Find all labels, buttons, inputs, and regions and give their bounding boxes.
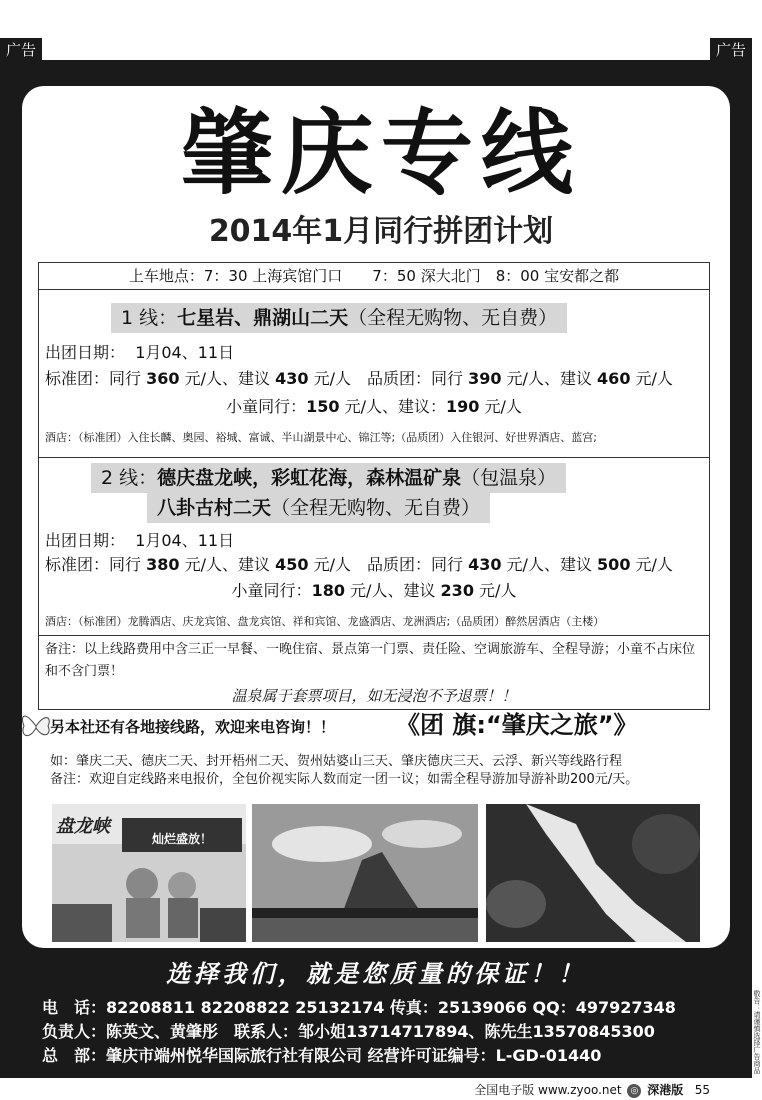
page-footer [474, 1082, 710, 1098]
route1-prices: 标准团：同行 360 元/人、建议 430 元/人 品质团：同行 390 元/人、建议 460 元/人 [45, 369, 673, 388]
route1-prefix: 1 线： [121, 307, 178, 329]
footer-site: 全国电子版 www.zyoo.net [474, 1083, 622, 1097]
route2-heading: 2 线：德庆盘龙峡，彩虹花海，森林温矿泉（包温泉） [91, 463, 566, 493]
route1-child-price: 小童同行：150 元/人、建议：190 元/人 [226, 397, 522, 416]
route1-name: 七星岩、鼎湖山二天 [177, 307, 349, 329]
route2-hotels: 酒店：（标准团）龙腾酒店、庆龙宾馆、盘龙宾馆、祥和宾馆、龙盛酒店、龙洲酒店;（品质团）醉然居酒店（主楼） [45, 615, 605, 628]
pickup-points: 上车地点：7：30 上海宾馆门口 7：50 深大北门 8：00 宝安都之都 [128, 267, 620, 285]
extra-routes-list: 如：肇庆二天、德庆二天、封开梧州二天、贺州姑婆山三天、肇庆德庆三天、云浮、新兴等线路行程 [50, 754, 623, 769]
side-notice: 敬告：请谨慎选择广告商品 [753, 990, 761, 1074]
hot-spring-warning: 温泉属于套票项目，如无浸泡不予退票！！ [231, 687, 517, 705]
photo-caption: 盘龙峡 [56, 816, 110, 837]
contact-person: 负责人：陈英文、黄肇彤 联系人：邹小姐13714717894、陈先生13570845300 [42, 1022, 655, 1041]
footer-edition: 深港版 [647, 1083, 684, 1097]
butterfly-icon [20, 706, 52, 746]
contact-phone: 电 话：82208811 82208822 25132174 传真：25139066 QQ：497927348 [42, 998, 676, 1017]
ad-label-left: 广告 [0, 38, 42, 62]
photo-waterfall [486, 804, 700, 942]
page-number: 55 [694, 1083, 710, 1097]
ad-label-right: 广告 [710, 38, 752, 62]
photo-banner: 灿烂盛放！ [152, 832, 213, 846]
contact-headquarters: 总 部：肇庆市端州悦华国际旅行社有限公司 经营许可证编号：L-GD-01440 [42, 1046, 602, 1065]
route1-heading [111, 303, 567, 333]
group-flag: 《团 旗:“肇庆之旅”》 [396, 711, 638, 739]
divider [39, 635, 709, 636]
route1-dates: 出团日期： 1月04、11日 [45, 343, 235, 362]
custom-route-note: 备注：欢迎自定线路来电报价，全包价视实际人数而定一团一议；如需全程导游加导游补助200元/天。 [50, 772, 639, 787]
extra-routes-notice: 另本社还有各地接线路，欢迎来电咨询！！ [50, 718, 336, 736]
route1-note: （全程无购物、无自费） [348, 307, 558, 329]
route2-heading-2: 八卦古村二天（全程无购物、无自费） [147, 493, 490, 523]
photo-lake-rock [252, 804, 478, 942]
itinerary-box [38, 262, 710, 710]
photo-panlong-gorge [52, 804, 246, 942]
divider [39, 457, 709, 458]
sub-title: 2014年1月同行拼团计划 [208, 214, 554, 249]
site-logo-icon: ◎ [627, 1084, 641, 1098]
route2-child-price: 小童同行：180 元/人、建议 230 元/人 [231, 581, 517, 600]
route2-prices: 标准团：同行 380 元/人、建议 450 元/人 品质团：同行 430 元/人、建议 500 元/人 [45, 555, 673, 574]
slogan: 选择我们，就是您质量的保证！！ [166, 960, 586, 988]
divider [39, 289, 709, 290]
route2-dates: 出团日期： 1月04、11日 [45, 531, 235, 550]
main-title: 肇庆专线 [180, 99, 581, 207]
route1-hotels: 酒店：（标准团）入住长麟、奥园、裕城、富诚、半山湖景中心、锦江等;（品质团）入住银河、好世界酒店、蓝宫; [45, 431, 597, 444]
price-remark: 备注：以上线路费用中含三正一早餐、一晚住宿、景点第一门票、责任险、空调旅游车、全程导游；小童不占床位和不含门票！ [45, 642, 696, 679]
